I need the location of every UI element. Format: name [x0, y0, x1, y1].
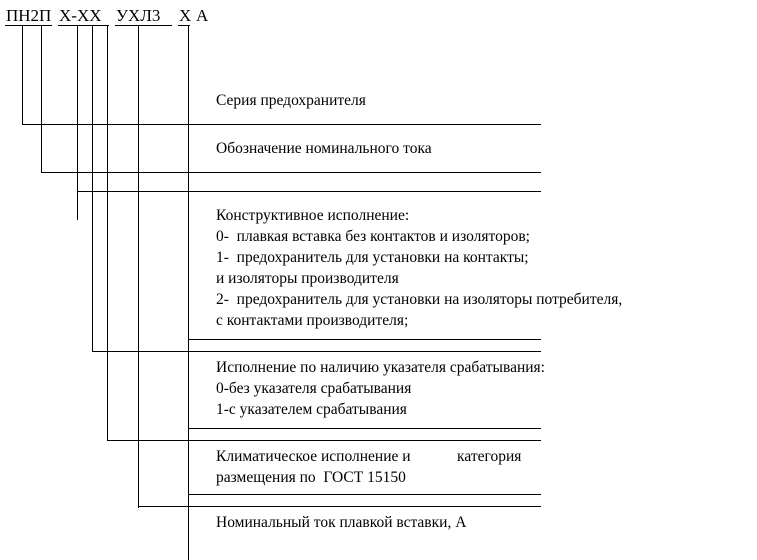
code-token-3: Х: [179, 6, 192, 25]
note-series: [216, 90, 366, 111]
code-underline-3: [115, 25, 172, 26]
note-construction-line-0: Конструктивное исполнение:: [216, 207, 410, 224]
note-construction-line-4: 2- предохранитель для установки на изоляторы потребителя,: [216, 291, 623, 308]
leader-vertical-series: [22, 25, 23, 125]
note-indicator: [216, 357, 545, 420]
leader-horizontal-series: [22, 124, 541, 125]
leader-horizontal-indicator: [92, 351, 541, 352]
code-underline-2: [58, 25, 109, 26]
leader-horizontal-construction: [77, 191, 541, 192]
leader-vertical-rated-current: [41, 25, 42, 173]
leader-vertical-bottom: [188, 25, 189, 560]
leader-horizontal-construction-end: [188, 339, 541, 340]
leader-vertical-fuse-current: [138, 25, 139, 508]
note-climate-line-0: Климатическое исполнение и категория: [216, 448, 522, 465]
note-construction-line-5: с контактами производителя;: [216, 312, 409, 329]
note-construction-line-1: 0- плавкая вставка без контактов и изоляторов;: [216, 228, 530, 245]
leader-horizontal-rated-current: [41, 172, 541, 173]
note-rated-current-designation: [216, 138, 432, 159]
leader-horizontal-climate-end: [188, 494, 541, 495]
note-fuse-link-current: [216, 512, 466, 533]
note-rated-current-designation-line-0: Обозначение номинального тока: [216, 140, 432, 157]
code-token-1: Х-ХХ: [59, 6, 102, 25]
leader-vertical-climate: [107, 25, 108, 441]
leader-vertical-indicator: [92, 25, 93, 352]
note-series-line-0: Серия предохранителя: [216, 92, 366, 109]
note-construction-line-2: 1- предохранитель для установки на контакты;: [216, 249, 529, 266]
code-token-4: А: [196, 6, 209, 25]
note-climate: [216, 446, 521, 488]
note-construction: [216, 205, 622, 331]
code-token-2: УХЛ3: [116, 6, 161, 25]
leader-horizontal-fuse-current: [138, 506, 541, 507]
note-construction-line-3: и изоляторы производителя: [216, 270, 399, 287]
note-fuse-link-current-line-0: Номинальный ток плавкой вставки, А: [216, 514, 467, 531]
note-indicator-line-1: 0-без указателя срабатывания: [216, 380, 412, 397]
code-underline-1: [5, 25, 52, 26]
leader-horizontal-indicator-end: [188, 428, 541, 429]
note-indicator-line-2: 1-с указателем срабатывания: [216, 401, 407, 418]
note-indicator-line-0: Исполнение по наличию указателя срабатывания:: [216, 359, 545, 376]
note-climate-line-1: размещения по ГОСТ 15150: [216, 469, 406, 486]
code-token-0: ПН2П: [6, 6, 52, 25]
leader-horizontal-climate: [107, 440, 541, 441]
